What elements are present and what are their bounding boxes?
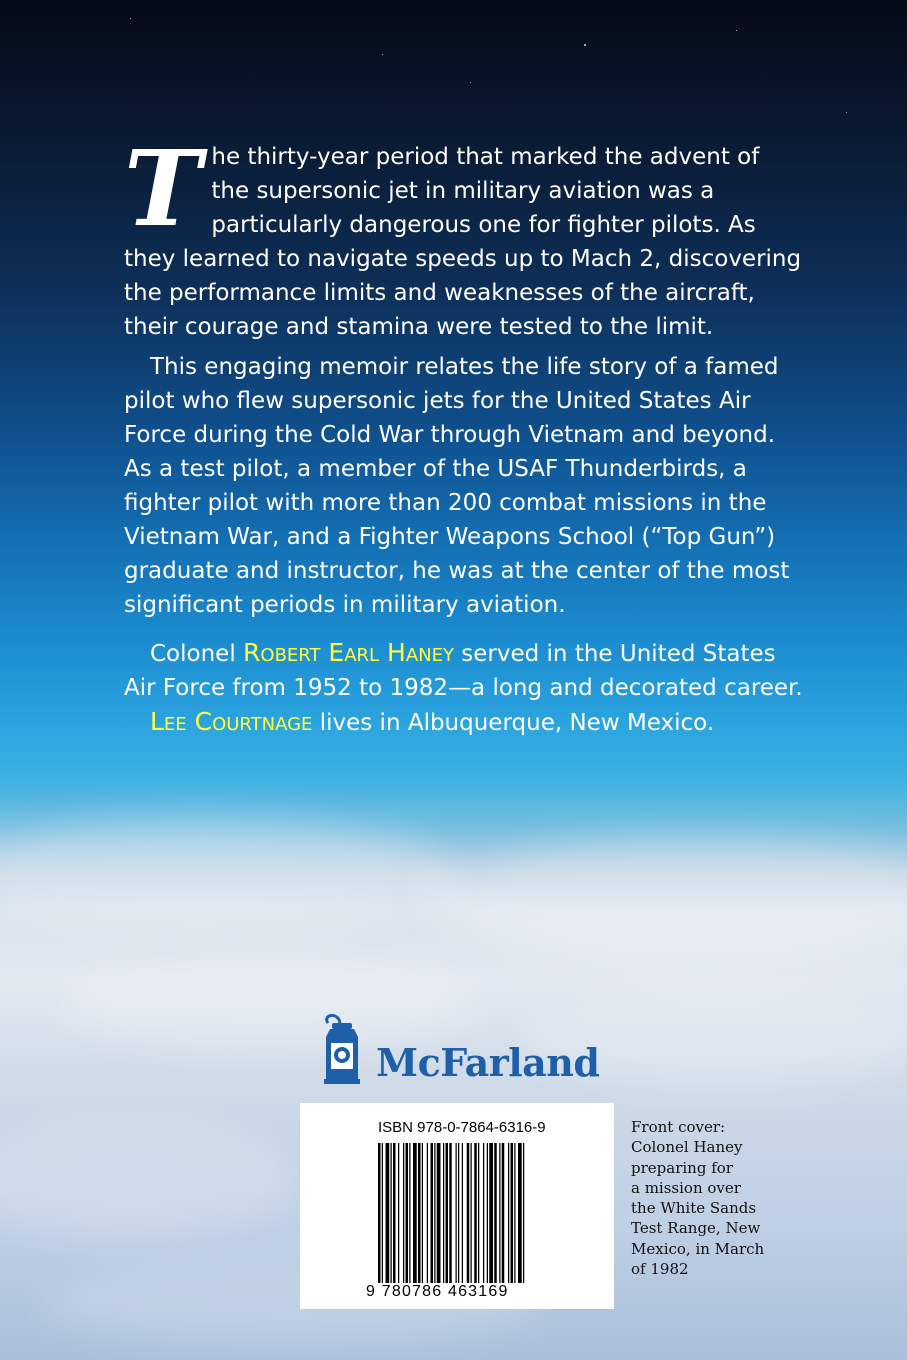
author-bio-1: [124, 636, 804, 705]
description-paragraph-2: This engaging memoir relates the life story of a famed pilot who flew supersonic jets for the United States Air Force during the Cold War through Vietnam and beyond. As a test pilot, a member of the USAF Thunderbirds, a fighter pilot with more than 200 combat missions in the Vietnam War, and a Fighter Weapons School (“Top Gun”) graduate and instructor, he was at the center of the most significant periods in military aviation.: [124, 354, 790, 618]
barcode-bars: [378, 1143, 562, 1283]
caption-line: of 1982: [631, 1260, 689, 1279]
star: [470, 82, 471, 83]
book-description: [124, 127, 804, 740]
cloud: [0, 1120, 300, 1240]
caption-line: Test Range, New: [631, 1219, 761, 1238]
author-bio-2-suffix: lives in Albuquerque, New Mexico.: [312, 710, 715, 736]
barcode-panel: [300, 1103, 614, 1309]
caption-line: Mexico, in March: [631, 1239, 765, 1258]
star: [130, 18, 131, 19]
caption-line: preparing for: [631, 1158, 733, 1177]
cloud: [420, 840, 907, 960]
caption-line: Colonel Haney: [631, 1138, 743, 1157]
star: [382, 54, 383, 55]
description-paragraph-1: [124, 127, 804, 344]
star: [584, 44, 586, 46]
publisher-name: McFarland: [376, 1040, 600, 1085]
caption-line: Front cover:: [631, 1118, 726, 1136]
cloud: [0, 820, 460, 930]
star: [736, 30, 737, 31]
isbn-label: ISBN 978-0-7864-6316-9: [378, 1119, 546, 1136]
drop-cap: T: [124, 127, 202, 250]
lantern-icon: [318, 1013, 370, 1085]
author-name-courtnage: Lee Courtnage: [150, 707, 313, 736]
paragraph-1-text: he thirty-year period that marked the advent of the supersonic jet in military aviation was a particularly dangerous one for fighter pilots. As they learned to navigate speeds up to Mach 2, discovering the performance limits and weaknesses of the aircraft, their courage and stamina were tested to the limit.: [124, 144, 802, 340]
caption-line: the White Sands: [631, 1199, 757, 1218]
author-bio-1-prefix: Colonel: [150, 641, 244, 667]
author-bio-1-suffix: served in the United States Air Force from 1952 to 1982—a long and decorated career.: [124, 641, 803, 701]
isbn-digits: 9 780786 463169: [366, 1283, 509, 1300]
cover-caption: [631, 1117, 791, 1279]
caption-line: a mission over: [631, 1178, 741, 1197]
star: [846, 112, 847, 113]
author-bio-2: [124, 705, 804, 740]
publisher-logo: [318, 1012, 600, 1085]
author-name-haney: Robert Earl Haney: [243, 638, 454, 667]
